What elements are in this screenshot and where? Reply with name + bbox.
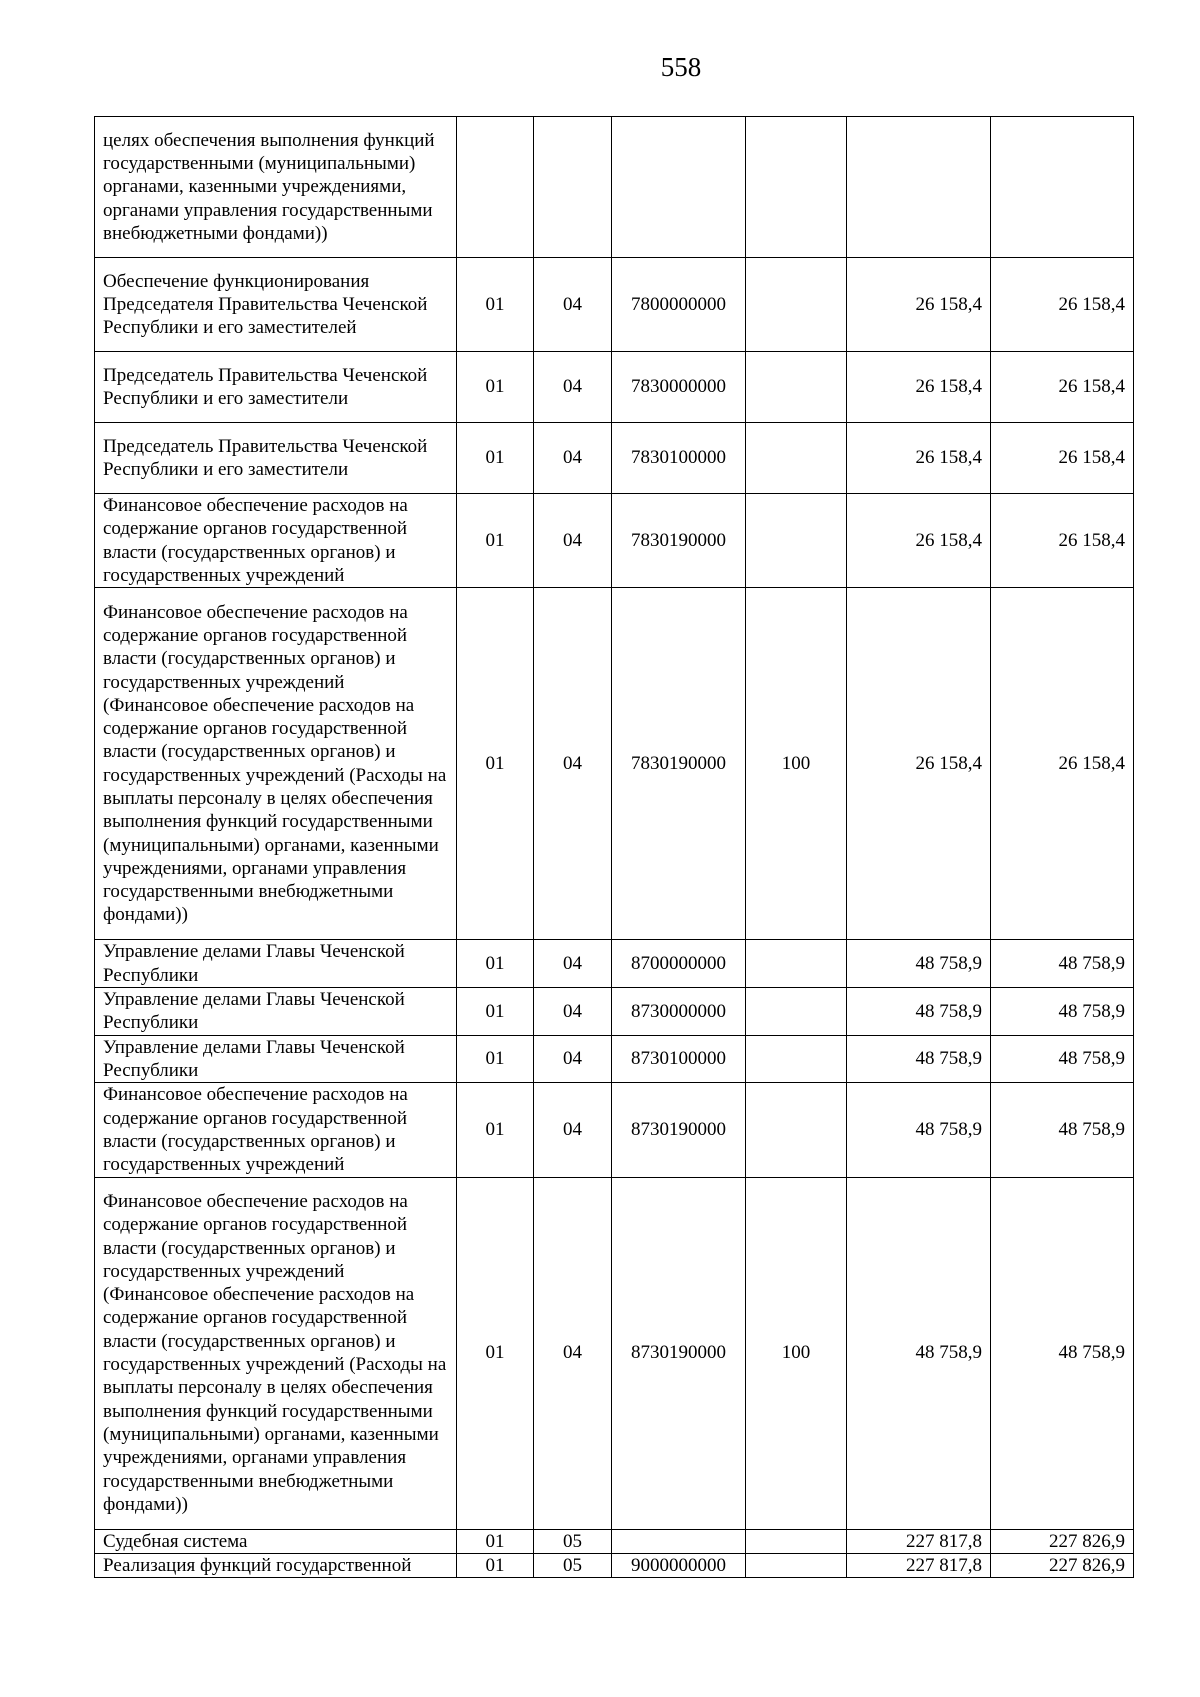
row-amount-2: 26 158,4 <box>991 423 1134 494</box>
row-subsection: 04 <box>534 258 612 352</box>
row-amount-2: 227 826,9 <box>991 1529 1134 1553</box>
row-subsection: 04 <box>534 588 612 940</box>
row-subsection: 05 <box>534 1529 612 1553</box>
row-subsection: 04 <box>534 940 612 988</box>
row-amount-2: 26 158,4 <box>991 258 1134 352</box>
row-subsection: 04 <box>534 988 612 1036</box>
row-target-article: 9000000000 <box>612 1553 746 1577</box>
row-target-article: 8730000000 <box>612 988 746 1036</box>
row-amount-1: 48 758,9 <box>847 940 991 988</box>
row-subsection: 05 <box>534 1553 612 1577</box>
row-amount-2: 48 758,9 <box>991 940 1134 988</box>
row-expense-type <box>746 117 847 258</box>
row-amount-2: 26 158,4 <box>991 352 1134 423</box>
row-amount-1: 227 817,8 <box>847 1553 991 1577</box>
row-name: Обеспечение функционирования Председателя Правительства Чеченской Республики и его заместителей <box>95 258 457 352</box>
row-target-article: 7830000000 <box>612 352 746 423</box>
row-expense-type <box>746 258 847 352</box>
table-row <box>95 352 1134 423</box>
row-name: Реализация функций государственной <box>95 1553 457 1577</box>
row-target-article: 8730190000 <box>612 1177 746 1529</box>
row-target-article: 7830100000 <box>612 423 746 494</box>
row-name: Управление делами Главы Чеченской Республики <box>95 940 457 988</box>
row-subsection: 04 <box>534 494 612 588</box>
row-target-article: 8730190000 <box>612 1083 746 1177</box>
row-section: 01 <box>457 1083 534 1177</box>
row-name: Председатель Правительства Чеченской Республики и его заместители <box>95 352 457 423</box>
row-name: Финансовое обеспечение расходов на содержание органов государственной власти (государственных органов) и государственных учреждений <box>95 494 457 588</box>
row-subsection: 04 <box>534 1035 612 1083</box>
row-section: 01 <box>457 1177 534 1529</box>
row-amount-1: 26 158,4 <box>847 494 991 588</box>
row-name: Судебная система <box>95 1529 457 1553</box>
row-expense-type <box>746 988 847 1036</box>
row-target-article: 7830190000 <box>612 588 746 940</box>
row-subsection: 04 <box>534 1083 612 1177</box>
table-row <box>95 988 1134 1036</box>
row-target-article <box>612 1529 746 1553</box>
row-subsection: 04 <box>534 352 612 423</box>
row-expense-type <box>746 1083 847 1177</box>
row-amount-1: 26 158,4 <box>847 258 991 352</box>
row-expense-type: 100 <box>746 588 847 940</box>
row-amount-2: 48 758,9 <box>991 1083 1134 1177</box>
row-amount-2: 227 826,9 <box>991 1553 1134 1577</box>
row-subsection: 04 <box>534 423 612 494</box>
table-row <box>95 258 1134 352</box>
row-amount-2: 26 158,4 <box>991 588 1134 940</box>
table-row <box>95 1529 1134 1553</box>
table-row <box>95 423 1134 494</box>
row-amount-1: 26 158,4 <box>847 352 991 423</box>
row-name: целях обеспечения выполнения функций государственными (муниципальными) органами, казенными учреждениями, органами управления государственными внебюджетными фондами)) <box>95 117 457 258</box>
table-row <box>95 588 1134 940</box>
row-amount-1: 48 758,9 <box>847 1035 991 1083</box>
row-amount-1: 48 758,9 <box>847 988 991 1036</box>
row-amount-1: 48 758,9 <box>847 1177 991 1529</box>
row-amount-2: 26 158,4 <box>991 494 1134 588</box>
row-section: 01 <box>457 494 534 588</box>
row-target-article: 8730100000 <box>612 1035 746 1083</box>
row-subsection <box>534 117 612 258</box>
row-expense-type <box>746 940 847 988</box>
row-section: 01 <box>457 588 534 940</box>
row-expense-type <box>746 423 847 494</box>
row-amount-1: 26 158,4 <box>847 423 991 494</box>
row-name: Председатель Правительства Чеченской Республики и его заместители <box>95 423 457 494</box>
row-section: 01 <box>457 1529 534 1553</box>
table-row <box>95 494 1134 588</box>
row-amount-2: 48 758,9 <box>991 988 1134 1036</box>
row-expense-type: 100 <box>746 1177 847 1529</box>
table-row <box>95 1553 1134 1577</box>
row-target-article: 8700000000 <box>612 940 746 988</box>
table-row <box>95 117 1134 258</box>
table-row <box>95 1035 1134 1083</box>
row-amount-1: 48 758,9 <box>847 1083 991 1177</box>
row-section: 01 <box>457 1553 534 1577</box>
row-expense-type <box>746 1553 847 1577</box>
row-target-article <box>612 117 746 258</box>
row-section: 01 <box>457 352 534 423</box>
row-name: Управление делами Главы Чеченской Республики <box>95 1035 457 1083</box>
row-section: 01 <box>457 988 534 1036</box>
row-target-article: 7800000000 <box>612 258 746 352</box>
row-amount-1 <box>847 117 991 258</box>
budget-table <box>94 116 1134 1578</box>
row-amount-2 <box>991 117 1134 258</box>
table-row <box>95 1177 1134 1529</box>
row-section: 01 <box>457 258 534 352</box>
row-expense-type <box>746 1035 847 1083</box>
row-name: Финансовое обеспечение расходов на содержание органов государственной власти (государственных органов) и государственных учреждений <box>95 1083 457 1177</box>
row-expense-type <box>746 1529 847 1553</box>
row-subsection: 04 <box>534 1177 612 1529</box>
row-expense-type <box>746 352 847 423</box>
table-row <box>95 1083 1134 1177</box>
row-section: 01 <box>457 1035 534 1083</box>
row-section: 01 <box>457 940 534 988</box>
row-target-article: 7830190000 <box>612 494 746 588</box>
row-expense-type <box>746 494 847 588</box>
row-amount-2: 48 758,9 <box>991 1177 1134 1529</box>
row-amount-1: 26 158,4 <box>847 588 991 940</box>
row-name: Финансовое обеспечение расходов на содержание органов государственной власти (государственных органов) и государственных учреждений (Финансовое обеспечение расходов на содержание органов государственной власти (государственных органов) и государственных учреждений (Расходы на выплаты персоналу в целях обеспечения выполнения функций государственными (муниципальными) органами, казенными учреждениями, органами управления государственными внебюджетными фондами)) <box>95 588 457 940</box>
table-row <box>95 940 1134 988</box>
row-name: Финансовое обеспечение расходов на содержание органов государственной власти (государственных органов) и государственных учреждений (Финансовое обеспечение расходов на содержание органов государственной власти (государственных органов) и государственных учреждений (Расходы на выплаты персоналу в целях обеспечения выполнения функций государственными (муниципальными) органами, казенными учреждениями, органами управления государственными внебюджетными фондами)) <box>95 1177 457 1529</box>
row-amount-2: 48 758,9 <box>991 1035 1134 1083</box>
page-number: 558 <box>660 52 702 82</box>
row-name: Управление делами Главы Чеченской Республики <box>95 988 457 1036</box>
row-section: 01 <box>457 423 534 494</box>
row-amount-1: 227 817,8 <box>847 1529 991 1553</box>
row-section <box>457 117 534 258</box>
